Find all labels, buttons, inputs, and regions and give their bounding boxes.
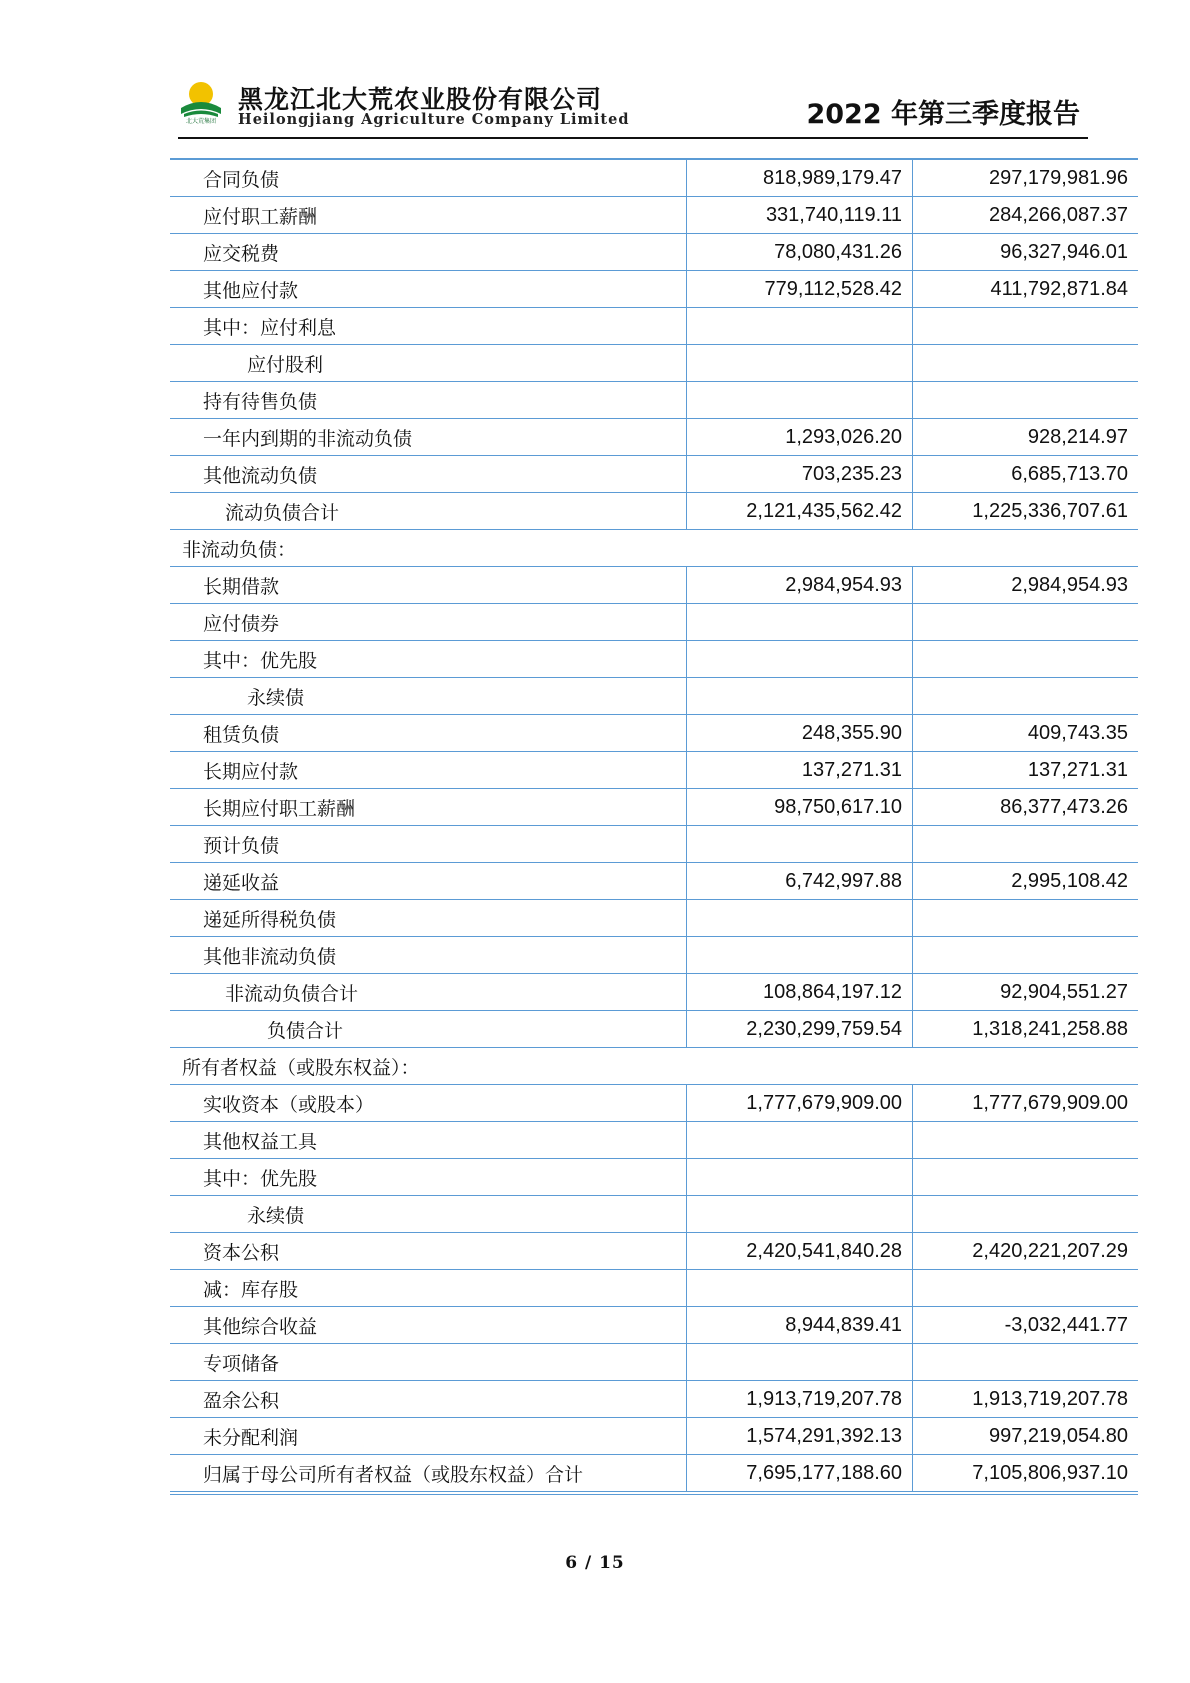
current-period-value: 331,740,119.11: [687, 197, 913, 234]
current-period-value: 2,984,954.93: [687, 567, 913, 604]
row-label: 其他综合收益: [170, 1307, 687, 1344]
table-row: [170, 1122, 1138, 1159]
row-label: 其中：优先股: [170, 1159, 687, 1196]
row-label: 长期应付款: [170, 752, 687, 789]
current-period-value: 2,121,435,562.42: [687, 493, 913, 530]
table-row: [170, 678, 1138, 715]
prior-period-value: 1,777,679,909.00: [913, 1085, 1139, 1122]
table-row: [170, 1270, 1138, 1307]
row-label: 长期借款: [170, 567, 687, 604]
table-row: [170, 234, 1138, 271]
row-label: 应付职工薪酬: [170, 197, 687, 234]
table-row: [170, 271, 1138, 308]
row-label: 未分配利润: [170, 1418, 687, 1455]
table-row: [170, 974, 1138, 1011]
table-row: [170, 900, 1138, 937]
table-row: [170, 604, 1138, 641]
table-row: [170, 1455, 1138, 1494]
row-label: 其他流动负债: [170, 456, 687, 493]
current-period-value: [687, 1270, 913, 1307]
current-period-value: [687, 345, 913, 382]
prior-period-value: 284,266,087.37: [913, 197, 1139, 234]
row-label: 资本公积: [170, 1233, 687, 1270]
prior-period-value: 137,271.31: [913, 752, 1139, 789]
table-row: [170, 752, 1138, 789]
balance-sheet-body: [170, 159, 1138, 1493]
table-row: [170, 789, 1138, 826]
prior-period-value: 2,420,221,207.29: [913, 1233, 1139, 1270]
prior-period-value: 2,995,108.42: [913, 863, 1139, 900]
current-period-value: [687, 1344, 913, 1381]
row-label: 非流动负债合计: [170, 974, 687, 1011]
table-row: [170, 1233, 1138, 1270]
table-row: [170, 641, 1138, 678]
table-row: [170, 567, 1138, 604]
header-divider: [178, 137, 1088, 139]
current-period-value: 2,230,299,759.54: [687, 1011, 913, 1048]
table-row: [170, 863, 1138, 900]
prior-period-value: -3,032,441.77: [913, 1307, 1139, 1344]
prior-period-value: [913, 1344, 1139, 1381]
row-label: 其他非流动负债: [170, 937, 687, 974]
prior-period-value: 1,318,241,258.88: [913, 1011, 1139, 1048]
current-period-value: [687, 678, 913, 715]
prior-period-value: 6,685,713.70: [913, 456, 1139, 493]
row-label: 归属于母公司所有者权益（或股东权益）合计: [170, 1455, 687, 1494]
table-row: [170, 382, 1138, 419]
current-period-value: 818,989,179.47: [687, 159, 913, 197]
prior-period-value: 997,219,054.80: [913, 1418, 1139, 1455]
current-period-value: 137,271.31: [687, 752, 913, 789]
table-row: [170, 197, 1138, 234]
table-row: [170, 345, 1138, 382]
prior-period-value: [913, 641, 1139, 678]
row-label: 长期应付职工薪酬: [170, 789, 687, 826]
row-label: 流动负债合计: [170, 493, 687, 530]
prior-period-value: 96,327,946.01: [913, 234, 1139, 271]
row-label: 租赁负债: [170, 715, 687, 752]
row-label: 盈余公积: [170, 1381, 687, 1418]
prior-period-value: [913, 1270, 1139, 1307]
prior-period-value: [913, 678, 1139, 715]
current-period-value: 248,355.90: [687, 715, 913, 752]
row-label: 递延所得税负债: [170, 900, 687, 937]
balance-sheet-table: [170, 158, 1138, 1495]
logo-caption: 北大荒集团: [185, 118, 216, 125]
table-row: [170, 1085, 1138, 1122]
current-period-value: [687, 1122, 913, 1159]
row-label: 负债合计: [170, 1011, 687, 1048]
table-row: [170, 308, 1138, 345]
current-period-value: 78,080,431.26: [687, 234, 913, 271]
current-period-value: [687, 826, 913, 863]
row-label: 永续债: [170, 678, 687, 715]
prior-period-value: [913, 345, 1139, 382]
table-row: [170, 159, 1138, 197]
current-period-value: 8,944,839.41: [687, 1307, 913, 1344]
prior-period-value: [913, 937, 1139, 974]
prior-period-value: [913, 1159, 1139, 1196]
table-row: [170, 826, 1138, 863]
page-header: [178, 78, 1088, 138]
current-period-value: 6,742,997.88: [687, 863, 913, 900]
row-label: 预计负债: [170, 826, 687, 863]
table-row: [170, 715, 1138, 752]
current-period-value: [687, 641, 913, 678]
company-name-cn: 黑龙江北大荒农业股份有限公司: [238, 85, 603, 114]
table-row: [170, 1418, 1138, 1455]
current-period-value: 7,695,177,188.60: [687, 1455, 913, 1494]
prior-period-value: [913, 1196, 1139, 1233]
row-label: 专项储备: [170, 1344, 687, 1381]
table-row: [170, 1011, 1138, 1048]
prior-period-value: [913, 382, 1139, 419]
row-label: 所有者权益（或股东权益）：: [170, 1048, 1138, 1085]
row-label: 递延收益: [170, 863, 687, 900]
prior-period-value: 2,984,954.93: [913, 567, 1139, 604]
prior-period-value: [913, 1122, 1139, 1159]
current-period-value: [687, 1196, 913, 1233]
prior-period-value: [913, 826, 1139, 863]
current-period-value: 1,777,679,909.00: [687, 1085, 913, 1122]
row-label: 其他权益工具: [170, 1122, 687, 1159]
prior-period-value: 409,743.35: [913, 715, 1139, 752]
row-label: 应交税费: [170, 234, 687, 271]
current-period-value: 98,750,617.10: [687, 789, 913, 826]
current-period-value: 703,235.23: [687, 456, 913, 493]
row-label: 一年内到期的非流动负债: [170, 419, 687, 456]
prior-period-value: 92,904,551.27: [913, 974, 1139, 1011]
current-period-value: [687, 937, 913, 974]
prior-period-value: 411,792,871.84: [913, 271, 1139, 308]
prior-period-value: [913, 604, 1139, 641]
current-period-value: [687, 308, 913, 345]
current-period-value: [687, 900, 913, 937]
prior-period-value: 7,105,806,937.10: [913, 1455, 1139, 1494]
current-period-value: 1,913,719,207.78: [687, 1381, 913, 1418]
row-label: 减：库存股: [170, 1270, 687, 1307]
table-row: [170, 1159, 1138, 1196]
current-period-value: [687, 604, 913, 641]
section-header-row: [170, 530, 1138, 567]
current-period-value: 779,112,528.42: [687, 271, 913, 308]
company-name-en: Heilongjiang Agriculture Company Limited: [238, 111, 630, 128]
row-label: 其中：应付利息: [170, 308, 687, 345]
table-row: [170, 419, 1138, 456]
section-header-row: [170, 1048, 1138, 1085]
prior-period-value: 928,214.97: [913, 419, 1139, 456]
report-title: 2022 年第三季度报告: [806, 99, 1080, 130]
current-period-value: 1,293,026.20: [687, 419, 913, 456]
current-period-value: 2,420,541,840.28: [687, 1233, 913, 1270]
prior-period-value: 1,225,336,707.61: [913, 493, 1139, 530]
current-period-value: 108,864,197.12: [687, 974, 913, 1011]
table-row: [170, 937, 1138, 974]
current-period-value: [687, 382, 913, 419]
table-row: [170, 1381, 1138, 1418]
current-period-value: [687, 1159, 913, 1196]
table-row: [170, 1196, 1138, 1233]
row-label: 合同负债: [170, 159, 687, 197]
prior-period-value: [913, 900, 1139, 937]
prior-period-value: [913, 308, 1139, 345]
table-row: [170, 1307, 1138, 1344]
page-number: 6 / 15: [565, 1553, 625, 1573]
row-label: 实收资本（或股本）: [170, 1085, 687, 1122]
row-label: 其中：优先股: [170, 641, 687, 678]
row-label: 应付股利: [170, 345, 687, 382]
table-row: [170, 1344, 1138, 1381]
row-label: 其他应付款: [170, 271, 687, 308]
row-label: 永续债: [170, 1196, 687, 1233]
row-label: 应付债券: [170, 604, 687, 641]
current-period-value: 1,574,291,392.13: [687, 1418, 913, 1455]
row-label: 持有待售负债: [170, 382, 687, 419]
table-row: [170, 493, 1138, 530]
prior-period-value: 86,377,473.26: [913, 789, 1139, 826]
table-row: [170, 456, 1138, 493]
prior-period-value: 1,913,719,207.78: [913, 1381, 1139, 1418]
prior-period-value: 297,179,981.96: [913, 159, 1139, 197]
row-label: 非流动负债：: [170, 530, 1138, 567]
